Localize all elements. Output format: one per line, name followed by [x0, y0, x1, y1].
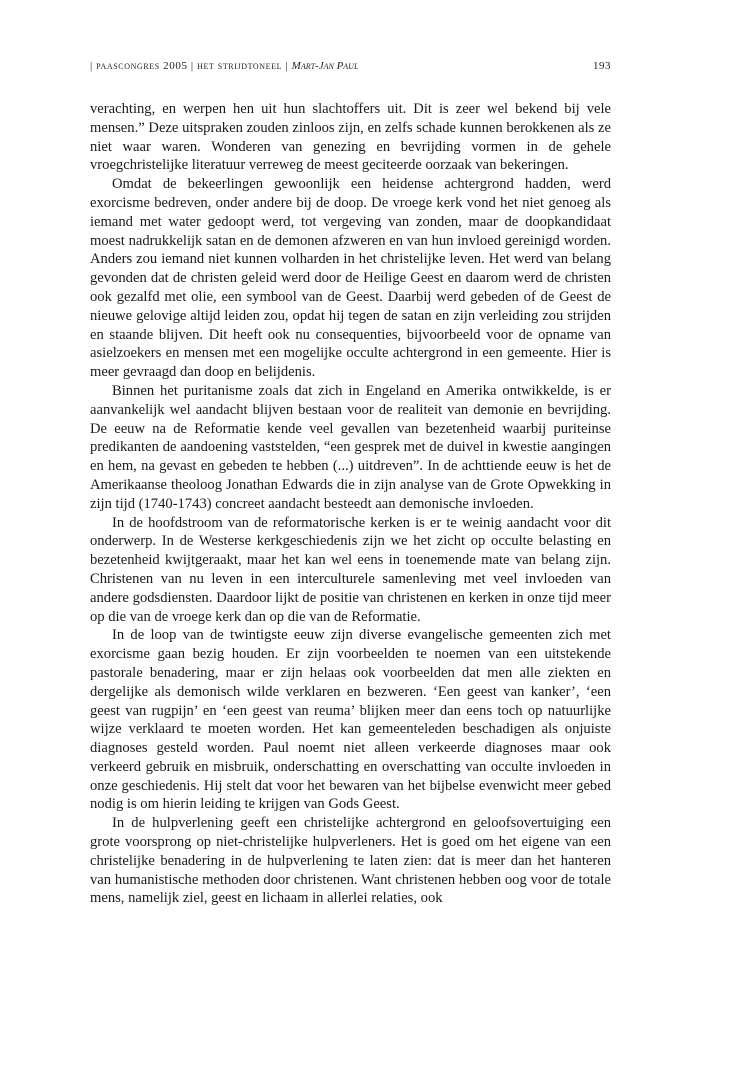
body-text — [90, 100, 611, 908]
paragraph-twentieth-century: In de loop van de twintigste eeuw zijn diverse evangelische gemeenten zich met exorcisme gaan bezig houden. Er zijn voorbeelden te noemen van een uitstekende pastorale benadering, maar er zijn helaas ook voorbeelden dat men alle ziekten en dergelijke als demonisch wilde verklaren en bezweren. ‘Een geest van kanker’, ‘een geest van rugpijn’ en ‘een geest van reuma’ blijken meer dan eens toch op natuurlijke wijze verklaard te moeten worden. Het kan gemeenteleden beschadigen als onjuiste diagnoses gesteld worden. Paul noemt niet alleen verkeerde diagnoses maar ook verkeerd gebruik en misbruik, onderschatting en overschatting van occulte invloeden in onze geschiedenis. Hij stelt dat voor het bewaren van het bijbelse evenwicht meer gebed nodig is om hierin leiding te krijgen van Gods Geest. — [90, 627, 611, 813]
paragraph-care-giving: In de hulpverlening geeft een christelijke achtergrond en geloofsovertuiging een grote voorsprong op niet-christelijke hulpverleners. Het is goed om het eigene van een christelijke benadering in de hulpverlening te laten zien: dat is meer dan het hanteren van humanistische methoden door christenen. Want christenen hebben oog voor de totale mens, namelijk ziel, geest en lichaam in allerlei relaties, ook — [90, 815, 611, 907]
paragraph-continued: verachting, en werpen hen uit hun slachtoffers uit. Dit is zeer wel bekend bij vele mensen.” Deze uitspraken zouden zinloos zijn, en zelfs schade kunnen berokkenen als ze niet waar waren. Wonderen van genezing en bevrijding vormen in de gehele vroegchristelijke literatuur verreweg de meest geciteerde oorzaak van bekeringen. — [90, 101, 611, 174]
page-number: 193 — [593, 60, 611, 72]
running-title: | paascongres 2005 | het strijdtoneel | — [90, 60, 289, 72]
running-header — [90, 60, 611, 72]
paragraph-reformed-churches: In de hoofdstroom van de reformatorische kerken is er te weinig aandacht voor dit onderwerp. In de Westerse kerkgeschiedenis zijn we het zicht op occulte belasting en bezetenheid kwijtgeraakt, maar het kan wel eens in toenemende mate van belang zijn. Christenen van nu leven in een interculturele samenleving met veel invloeden van andere godsdiensten. Daardoor lijkt de positie van christenen en kerken in onze tijd meer op die van de vroege kerk dan op die van de Reformatie. — [90, 514, 611, 625]
header-left — [90, 60, 358, 72]
paragraph-puritanism: Binnen het puritanisme zoals dat zich in Engeland en Amerika ontwikkelde, is er aanvankelijk wel aandacht blijven bestaan voor de realiteit van demonie en bevrijding. De eeuw na de Reformatie kende veel gevallen van bezetenheid waarbij puriteinse predikanten de aandoening vaststelden, “een gesprek met de duivel in kwestie aangingen en hem, na gevast en gebeden te hebben (...) uitdreven”. In de achttiende eeuw is het de Amerikaanse theoloog Jonathan Edwards die in zijn analyse van de Grote Opwekking in zijn tijd (1740-1743) concreet aandacht besteedt aan demonische invloeden. — [90, 382, 611, 512]
paragraph-exorcism-baptism: Omdat de bekeerlingen gewoonlijk een heidense achtergrond hadden, werd exorcisme bedreven, onder andere bij de doop. De vroege kerk vond het niet genoeg als iemand met water gedoopt werd, tot vergeving van zonden, maar de doopkandidaat moest nadrukkelijk satan en de demonen afzweren en van hun invloed gereinigd worden. Anders zou iemand niet kunnen volharden in het christelijke leven. Het werd van belang gevonden dat de christen geleid werd door de Heilige Geest en daarom werd de christen ook gezalfd met olie, een symbool van de Geest. Daarbij werd gebeden of de Geest de nieuwe gelovige altijd leiden zou, opdat hij tegen de satan en zijn verleiding zou strijden en staande blijven. Dit heeft ook nu consequenties, bijvoorbeeld voor de opname van asielzoekers en mensen met een mogelijke occulte achtergrond in een gemeente. Hier is meer gevraagd dan doop en belijdenis. — [90, 176, 611, 381]
header-author: Mart-Jan Paul — [291, 60, 359, 72]
